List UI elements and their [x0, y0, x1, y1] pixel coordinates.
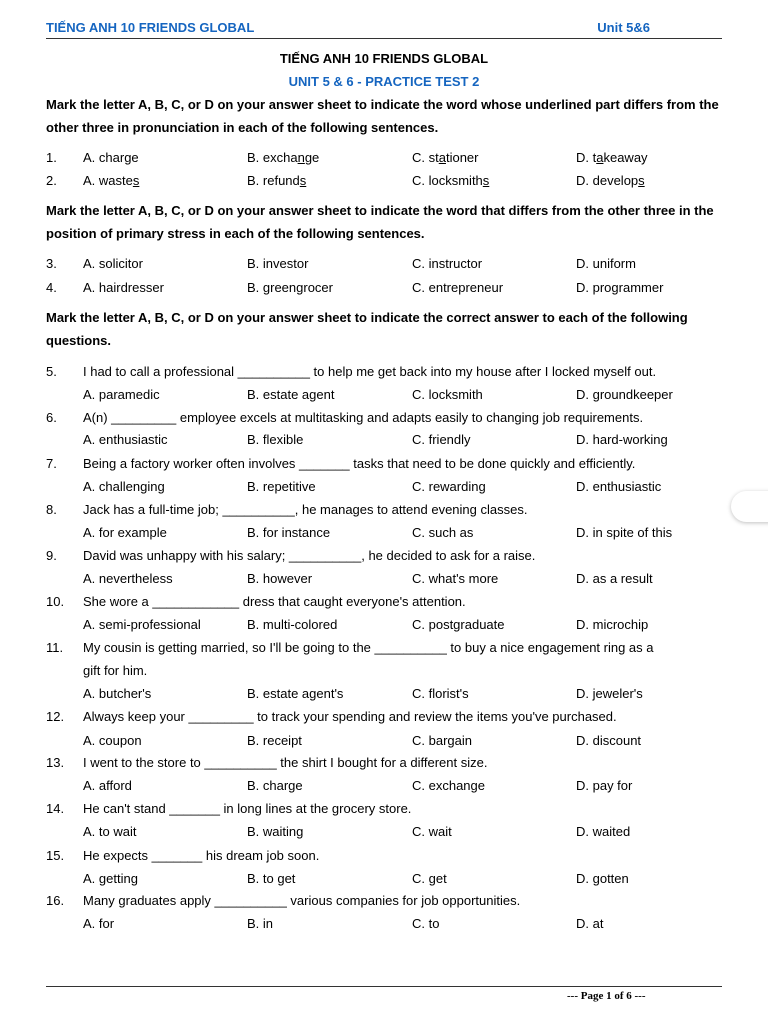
question-number: 11.	[46, 640, 64, 655]
option-a: A. for	[83, 916, 115, 931]
option-b: B. receipt	[247, 733, 302, 748]
option-b: B. for instance	[247, 525, 331, 540]
document-title: TIẾNG ANH 10 FRIENDS GLOBAL	[279, 51, 489, 66]
question-12	[46, 707, 736, 727]
option-b: B. exchange	[247, 150, 320, 165]
question-number: 7.	[46, 456, 57, 471]
option-d: D. develops	[576, 173, 645, 188]
option-a: A. semi-professional	[83, 617, 201, 632]
header-title: TIẾNG ANH 10 FRIENDS GLOBAL	[46, 20, 255, 35]
option-d: D. microchip	[576, 617, 649, 632]
option-a: A. coupon	[83, 733, 142, 748]
question-number: 9.	[46, 548, 57, 563]
option-d: D. uniform	[576, 256, 636, 271]
question-text: Being a factory worker often involves _______ tasks that need to be done quickly and efficiently.	[83, 456, 636, 471]
question-5	[46, 362, 736, 382]
question-number: 13.	[46, 755, 65, 770]
question-7	[46, 454, 736, 474]
question-number: 14.	[46, 801, 65, 816]
options-13	[46, 776, 736, 796]
side-scroll-tab[interactable]	[731, 491, 768, 522]
options-10	[46, 615, 736, 635]
option-c: C. to	[412, 916, 440, 931]
question-11	[46, 638, 736, 658]
option-b: B. investor	[247, 256, 309, 271]
options-5	[46, 385, 736, 405]
option-a: A. wastes	[83, 173, 140, 188]
question-text: I had to call a professional __________ to help me get back into my house after I locked myself out.	[83, 364, 657, 379]
question-number: 8.	[46, 502, 57, 517]
option-d: D. in spite of this	[576, 525, 673, 540]
page-number: --- Page 1 of 6 ---	[567, 990, 646, 1002]
option-d: D. pay for	[576, 778, 633, 793]
option-b: B. to get	[247, 871, 296, 886]
option-d: D. takeaway	[576, 150, 648, 165]
option-a: A. getting	[83, 871, 138, 886]
footer-divider	[46, 986, 722, 987]
question-text: David was unhappy with his salary; __________, he decided to ask for a raise.	[83, 548, 536, 563]
option-c: C. what's more	[412, 571, 499, 586]
question-8	[46, 500, 736, 520]
option-a: A. challenging	[83, 479, 165, 494]
option-b: B. greengrocer	[247, 280, 333, 295]
question-15	[46, 846, 736, 866]
question-text: He expects _______ his dream job soon.	[83, 848, 320, 863]
options-9	[46, 569, 736, 589]
option-c: C. exchange	[412, 778, 485, 793]
question-number: 2.	[46, 173, 57, 188]
option-a: A. enthusiastic	[83, 432, 168, 447]
option-a: A. hairdresser	[83, 280, 164, 295]
question-number: 16.	[46, 893, 65, 908]
option-c: C. stationer	[412, 150, 479, 165]
option-a: A. nevertheless	[83, 571, 173, 586]
header-unit: Unit 5&6	[597, 20, 650, 35]
option-d: D. gotten	[576, 871, 629, 886]
option-b: B. however	[247, 571, 313, 586]
question-text: I went to the store to __________ the shirt I bought for a different size.	[83, 755, 488, 770]
question-10	[46, 592, 736, 612]
option-c: C. friendly	[412, 432, 471, 447]
option-d: D. enthusiastic	[576, 479, 662, 494]
question-9	[46, 546, 736, 566]
question-text: She wore a ____________ dress that caught everyone's attention.	[83, 594, 466, 609]
option-a: A. for example	[83, 525, 167, 540]
question-6	[46, 408, 736, 428]
option-d: D. waited	[576, 824, 631, 839]
question-number: 5.	[46, 364, 57, 379]
option-a: A. solicitor	[83, 256, 143, 271]
question-13	[46, 753, 736, 773]
instruction-correct-answer: Mark the letter A, B, C, or D on your answer sheet to indicate the correct answer to each of the following questions.	[46, 310, 688, 348]
document-subtitle: UNIT 5 & 6 - PRACTICE TEST 2	[288, 74, 480, 89]
question-row-1	[46, 148, 736, 168]
option-a: A. paramedic	[83, 387, 160, 402]
options-8	[46, 523, 736, 543]
instruction-pronunciation: Mark the letter A, B, C, or D on your answer sheet to indicate the word whose underlined part differs from the other three in pronunciation in each of the following sentences.	[46, 97, 719, 135]
option-b: B. estate agent	[247, 387, 335, 402]
page-header	[46, 20, 722, 39]
question-text: Many graduates apply __________ various companies for job opportunities.	[83, 893, 521, 908]
question-number: 10.	[46, 594, 65, 609]
options-12	[46, 731, 736, 751]
option-c: C. bargain	[412, 733, 472, 748]
option-d: D. as a result	[576, 571, 653, 586]
option-c: C. locksmith	[412, 387, 483, 402]
options-16	[46, 914, 736, 934]
question-text: A(n) _________ employee excels at multitasking and adapts easily to changing job requirements.	[83, 410, 644, 425]
question-16	[46, 891, 736, 911]
option-a: A. charge	[83, 150, 139, 165]
option-d: D. discount	[576, 733, 642, 748]
question-number: 4.	[46, 280, 57, 295]
option-b: B. estate agent's	[247, 686, 344, 701]
question-text: He can't stand _______ in long lines at the grocery store.	[83, 801, 412, 816]
question-14	[46, 799, 736, 819]
question-row-3	[46, 254, 736, 274]
options-15	[46, 869, 736, 889]
question-11-continued	[46, 661, 736, 681]
option-b: B. refunds	[247, 173, 307, 188]
option-a: A. butcher's	[83, 686, 152, 701]
option-b: B. charge	[247, 778, 303, 793]
question-text: Jack has a full-time job; __________, he manages to attend evening classes.	[83, 502, 528, 517]
option-b: B. in	[247, 916, 274, 931]
option-a: A. afford	[83, 778, 132, 793]
question-text: Always keep your _________ to track your spending and review the items you've purchased.	[83, 709, 617, 724]
question-text: My cousin is getting married, so I'll be going to the __________ to buy a nice engagement ring as a	[83, 640, 654, 655]
option-b: B. repetitive	[247, 479, 316, 494]
option-d: D. jeweler's	[576, 686, 643, 701]
option-c: C. such as	[412, 525, 474, 540]
option-c: C. entrepreneur	[412, 280, 504, 295]
option-d: D. programmer	[576, 280, 664, 295]
options-6	[46, 430, 736, 450]
question-number: 6.	[46, 410, 57, 425]
question-number: 1.	[46, 150, 57, 165]
option-b: B. flexible	[247, 432, 304, 447]
question-row-2	[46, 171, 736, 191]
option-d: D. at	[576, 916, 604, 931]
instruction-stress: Mark the letter A, B, C, or D on your answer sheet to indicate the word that differs from the other three in the position of primary stress in each of the following sentences.	[46, 203, 714, 241]
option-c: C. get	[412, 871, 447, 886]
option-c: C. locksmiths	[412, 173, 490, 188]
option-c: C. rewarding	[412, 479, 486, 494]
options-11	[46, 684, 736, 704]
question-number: 12.	[46, 709, 65, 724]
option-d: D. groundkeeper	[576, 387, 673, 402]
question-number: 3.	[46, 256, 57, 271]
option-c: C. instructor	[412, 256, 483, 271]
option-c: C. florist's	[412, 686, 469, 701]
option-b: B. waiting	[247, 824, 304, 839]
options-7	[46, 477, 736, 497]
question-text-continued: gift for him.	[83, 663, 148, 678]
option-b: B. multi-colored	[247, 617, 338, 632]
question-number: 15.	[46, 848, 65, 863]
option-c: C. wait	[412, 824, 452, 839]
options-14	[46, 822, 736, 842]
question-row-4	[46, 278, 736, 298]
option-c: C. postgraduate	[412, 617, 505, 632]
option-d: D. hard-working	[576, 432, 668, 447]
option-a: A. to wait	[83, 824, 137, 839]
